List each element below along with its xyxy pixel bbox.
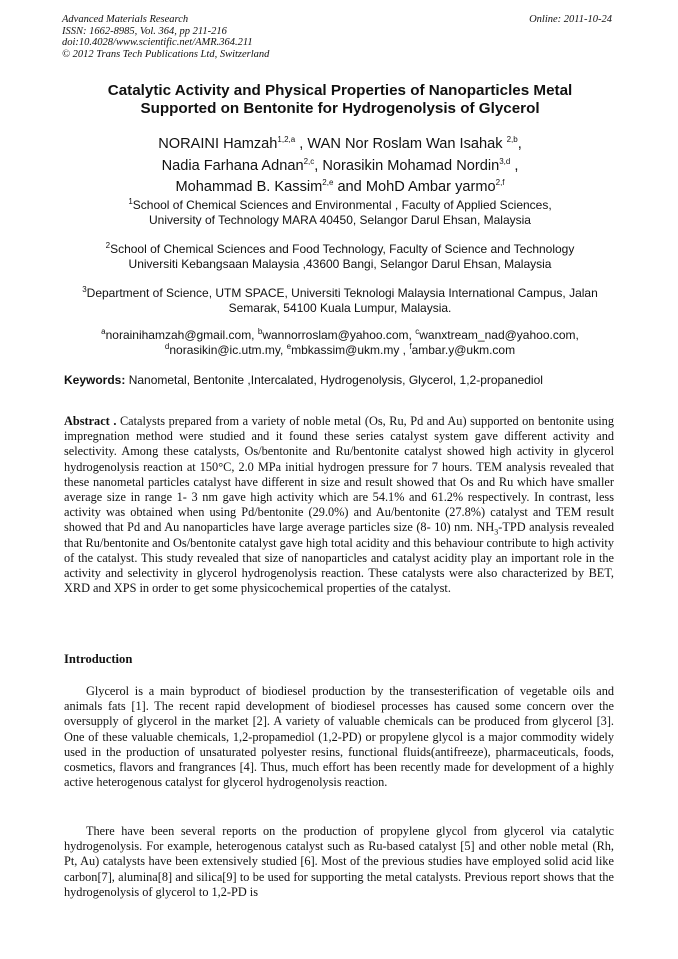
email-marker: e <box>286 342 292 351</box>
affil-text: School of Chemical Sciences and Environmental , Faculty of Applied Sciences, <box>132 198 552 212</box>
affil-marker: 2 <box>105 241 111 250</box>
affil-text: Department of Science, UTM SPACE, Universiti Teknologi Malaysia International Campus, Jalan <box>86 286 598 300</box>
abstract-label: Abstract . <box>64 414 117 428</box>
author-affil-marker: 3,d <box>499 156 511 166</box>
abstract-text: -TPD analysis revealed that Ru/bentonite and Os/bentonite catalyst gave high total acidity and this behaviour contribute to high activity of the catalyst. This study revealed that size of nanoparticles and catalyst acidity play an important role in the activity and selectivity in glycerol hydrogenolysis reaction. These catalysts were also characterized by BET, XRD and XPS in order to get some physicochemical properties of the catalyst. <box>64 520 614 596</box>
author-name: Mohammad B. Kassim <box>175 179 323 195</box>
author-name: Nadia Farhana Adnan <box>161 157 304 174</box>
email-address: wannorroslam@yahoo.com, <box>262 328 416 342</box>
journal-name: Advanced Materials Research <box>62 14 189 25</box>
email-marker: d <box>164 342 170 351</box>
email-address: wanxtream_nad@yahoo.com, <box>419 328 579 342</box>
paper-title <box>70 82 610 118</box>
author-affil-marker: 2,f <box>495 178 505 188</box>
email-marker: f <box>409 342 412 351</box>
intro-paragraph-2: There have been several reports on the production of propylene glycol from glycerol via catalytic hydrogenolysis. For example, heterogenous catalyst such as Ru-based catalyst [5] and other noble metal (Rh, Pt, Au) catalysts have been extensively studied [6]. Most of the previous studies have employed solid acid like carbon[7], alumina[8] and silica[9] to be used for supporting the metal catalysts. Previous report shows that the hydrogenolysis of glycerol to 1,2-PD is <box>64 824 614 899</box>
intro-paragraph-1: Glycerol is a main byproduct of biodiesel production by the transesterification of vegetable oils and animals fats [1]. The recent rapid development of biodiesel processes has caused some concern over the oversupply of glycerol in the market [2]. A variety of valuable chemicals can be produced from glycerol [3]. One of these valuable chemicals, 1,2-propamediol (1,2-PD) or propylene glycol is a major commodity widely used in the production of unsaturated polyester resins, functional fluids(antifreeze), pharmaceuticals, foods, cosmetics, flavors and frangrances [4]. Thus, much effort has been recently made for development of a highly active heterogenous catalyst for glycerol hydrogenolysis reaction. <box>64 684 614 790</box>
email-address: ambar.y@ukm.com <box>411 343 516 357</box>
online-date: Online: 2011-10-24 <box>529 14 612 25</box>
affil-marker: 3 <box>82 285 87 294</box>
author-name: NORAINI Hamzah <box>158 136 278 152</box>
keywords-label: Keywords: <box>64 373 126 387</box>
email-marker: c <box>415 327 420 336</box>
email-marker: a <box>101 327 106 336</box>
email-marker: b <box>257 327 263 336</box>
email-list <box>60 328 620 358</box>
author-name: , Norasikin Mohamad Nordin <box>314 157 500 174</box>
email-address: norainihamzah@gmail.com, <box>105 328 258 342</box>
affiliation-1 <box>60 198 620 228</box>
journal-copyright: © 2012 Trans Tech Publications Ltd, Switzerland <box>62 48 270 60</box>
author-list <box>60 134 620 199</box>
affil-text: School of Chemical Sciences and Food Technology, Faculty of Science and Technology <box>110 242 575 256</box>
author-affil-marker: 2,b <box>506 135 518 145</box>
affiliation-2 <box>60 242 620 272</box>
author-affil-marker: 2,c <box>303 156 315 166</box>
affil-marker: 1 <box>128 197 133 206</box>
author-name: and MohD Ambar yarmo <box>333 179 496 195</box>
email-address: norasikin@ic.utm.my, <box>169 343 287 357</box>
subscript: 3 <box>494 527 499 537</box>
email-address: mbkassim@ukm.my , <box>291 343 410 357</box>
author-name: , WAN Nor Roslam Wan Isahak <box>295 136 507 152</box>
affil-text: Semarak, 54100 Kuala Lumpur, Malaysia. <box>228 301 452 315</box>
author-line: Nadia Farhana Adnan$^{2,c}$, Norasikin Mohamad Nordin$^{3,d}$ , <box>161 156 519 174</box>
title-line: Catalytic Activity and Physical Properties of Nanoparticles Metal <box>107 82 573 99</box>
title-line: Supported on Bentonite for Hydrogenolysis of Glycerol <box>140 100 540 117</box>
journal-header <box>62 14 269 60</box>
author-affil-marker: 2,e <box>322 178 334 188</box>
abstract-text: Catalysts prepared from a variety of noble metal (Os, Ru, Pd and Au) supported on bentonite using impregnation method were studied and it found these series catalyst system gave different activity and selectivity. Among these catalysts, Os/bentonite and Ru/bentonite catalyst showed high activity in glycerol hydrogenolysis reaction at 150°C, 2.0 MPa initial hydrogen pressure for 7 hours. TEM analysis revealed that these nanometal particles catalyst have different in size and result showed that Os and Ru which have smaller average size in range 1- 3 nm gave high activity which are 54.1% and 61.2% respectively. In contrast, less activity was obtained when using Pd/bentonite (29.0%) and Au/bentonite (27.8%) catalyst and TEM result showed that Pd and Au nanoparticles have large average particles size (8- 10) nm. NH <box>64 414 614 535</box>
keywords-text: Nanometal, Bentonite ,Intercalated, Hydrogenolysis, Glycerol, 1,2-propanediol <box>125 373 543 387</box>
affil-text: University of Technology MARA 40450, Selangor Darul Ehsan, Malaysia <box>149 213 531 227</box>
journal-doi: doi:10.4028/www.scientific.net/AMR.364.211 <box>62 37 253 49</box>
journal-issn: ISSN: 1662-8985, Vol. 364, pp 211-216 <box>62 25 227 37</box>
affiliation-3 <box>60 286 620 316</box>
affil-text: Universiti Kebangsaan Malaysia ,43600 Bangi, Selangor Darul Ehsan, Malaysia <box>128 257 552 271</box>
author-line <box>60 177 620 199</box>
abstract <box>64 414 614 596</box>
author-affil-marker: 1,2,a <box>277 135 296 145</box>
section-heading-introduction: Introduction <box>64 652 133 666</box>
author-line: NORAINI Hamzah$^{1,2,a}$ , WAN Nor Roslam Wan Isahak $^{2,b}$, <box>158 135 522 152</box>
keywords <box>64 373 543 387</box>
